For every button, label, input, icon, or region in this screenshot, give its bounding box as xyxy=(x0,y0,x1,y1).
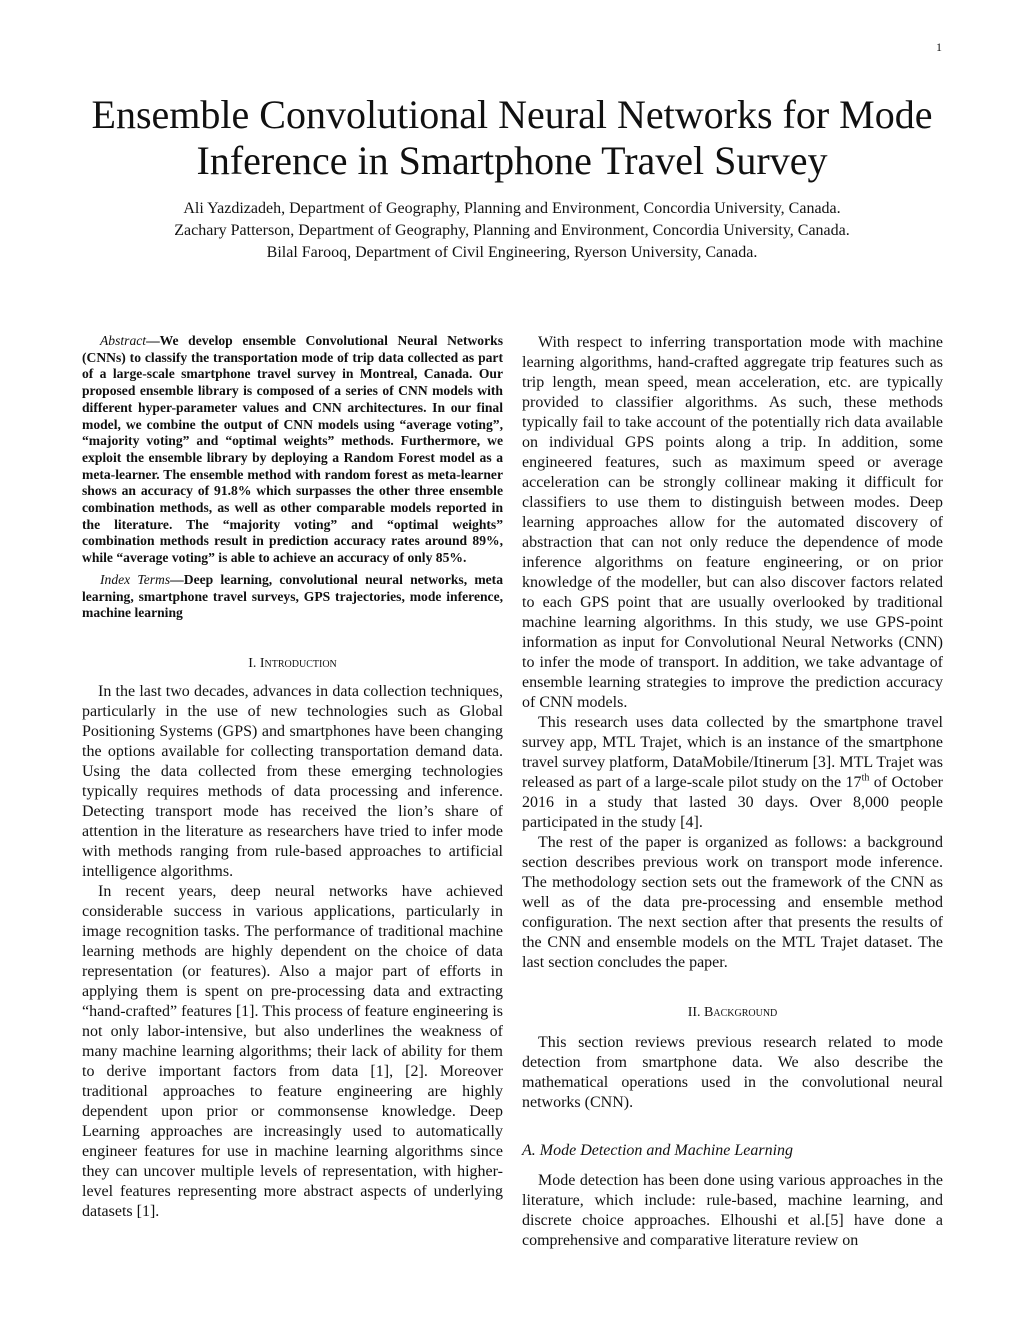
section-title: Background xyxy=(704,1005,778,1020)
paragraph: With respect to inferring transportation mode with machine learning algorithms, hand-crafted aggregate trip features such as trip length, mean speed, mean acceleration, etc. are typically provided to classifier algorithms. As such, these methods typically fail to take account of the potentially rich data available on individual GPS points along a trip. In addition, some engineered features, such as maximum speed or average acceleration can be strongly collinear making it difficult for classifiers to use them to distinguish between modes. Deep learning approaches allow for the automated discovery of abstraction that can not only reduce the dependence of mode inference algorithms on feature engineering, or on prior knowledge of the modeller, but can also discover factors related to each GPS point that are usually overlooked by traditional machine learning algorithms. In this study, we use GPS-point information as input for Convolutional Neural Networks (CNN) to infer the mode of transport. In addition, we take advantage of ensemble learning strategies to improve the prediction accuracy of CNN models. xyxy=(522,334,943,711)
paragraph: Mode detection has been done using various approaches in the literature, which include: rule-based, machine learning, and discrete choice approaches. Elhoushi et al.[5] have done a comprehensive and comparative literature review on xyxy=(522,1172,943,1249)
left-column xyxy=(82,333,503,1222)
paragraph: In recent years, deep neural networks have achieved considerable success in various applications, particularly in image recognition tasks. The performance of traditional machine learning methods are highly dependent on the choice of data representation (or features). Also a major part of efforts in applying them is spent on pre-processing data and extracting “hand-crafted” features [1]. This process of feature engineering is not only labor-intensive, but also underlines the weakness of many machine learning algorithms; their lack of ability for them to derive important factors from data [1], [2]. Moreover traditional approaches to feature engineering are highly dependent upon prior or commonsense knowledge. Deep Learning approaches are increasingly used to automatically engineer features for use in machine learning algorithms since they can uncover multiple levels of representation, with higher-level features representing more abstract aspects of underlying datasets [1]. xyxy=(82,882,503,1220)
abstract-label: Abstract xyxy=(100,333,147,348)
author-line: Ali Yazdizadeh, Department of Geography, Planning and Environment, Concordia University, Canada. xyxy=(183,200,841,217)
index-terms-label: Index Terms xyxy=(100,571,171,587)
abstract-text: —We develop ensemble Convolutional Neural Networks (CNNs) to classify the transportation mode of trip data collected as part of a large-scale smartphone travel survey in Montreal, Canada. Our proposed ensemble library is composed of a series of CNN models with different hyper-parameter values and CNN architectures. In our final model, we combine the output of CNN models using “average voting”, “majority voting” and “optimal weights” methods. Furthermore, we exploit the ensemble library by deploying a Random Forest model as a meta-learner. The ensemble method with random forest as meta-learner shows an accuracy of 91.8% which surpasses the other three ensemble combination methods, as well as other comparable models reported in the literature. The “majority voting” and “optimal weights” combination methods result in prediction accuracy rates around 89%, while “average voting” is able to achieve an accuracy of only 85%. xyxy=(82,333,503,566)
page-number: 1 xyxy=(936,40,942,54)
text: of October 2016 in a study that lasted 30 days. Over 8,000 people participated in the study [4]. xyxy=(522,774,943,831)
superscript: th xyxy=(861,772,870,784)
author-line: Bilal Farooq, Department of Civil Engineering, Ryerson University, Canada. xyxy=(266,244,758,261)
right-column xyxy=(522,333,943,1251)
author-line: Zachary Patterson, Department of Geography, Planning and Environment, Concordia University, Canada. xyxy=(174,222,850,239)
index-terms-text: —Deep learning, convolutional neural networks, meta learning, smartphone travel surveys, GPS trajectories, mode inference, machine learning xyxy=(82,571,503,621)
paragraph: The rest of the paper is organized as follows: a background section describes previous work on transport mode inference. The methodology section sets out the framework of the CNN as well as of the data pre-processing and ensemble method configuration. The next section after that presents the results of the CNN and ensemble models on the MTL Trajet dataset. The last section concludes the paper. xyxy=(522,834,943,971)
subsection-heading: A. Mode Detection and Machine Learning xyxy=(522,1142,794,1159)
section-title: Introduction xyxy=(259,655,337,671)
section-heading-background xyxy=(522,1003,943,1023)
paragraph xyxy=(522,713,943,833)
author-list xyxy=(40,198,984,264)
index-terms xyxy=(82,572,503,622)
section-number: II. xyxy=(687,1005,701,1020)
text: This research uses data collected by the smartphone travel survey app, MTL Trajet, which is an instance of the smartphone travel survey platform, DataMobile/Itinerum [3]. MTL Trajet was released as part of a large-scale pilot study on the 17 xyxy=(522,714,943,791)
paper-title: Ensemble Convolutional Neural Networks for Mode Inference in Smartphone Travel Survey xyxy=(91,92,933,183)
section-number: I. xyxy=(248,655,257,671)
paragraph: This section reviews previous research related to mode detection from smartphone data. We also describe the mathematical operations used in the convolutional neural networks (CNN). xyxy=(522,1034,943,1111)
section-heading-introduction xyxy=(82,654,503,674)
paragraph: In the last two decades, advances in data collection techniques, particularly in the use of new technologies such as Global Positioning Systems (GPS) and smartphones have been changing the options available for collecting transportation demand data. Using the data collected from these emerging technologies typically requires methods of data processing and inference. Detecting transport mode has received the lion’s share of attention in the literature as researchers have tried to infer mode with methods ranging from rule-based approaches to artificial intelligence algorithms. xyxy=(82,682,503,880)
abstract xyxy=(82,333,503,567)
